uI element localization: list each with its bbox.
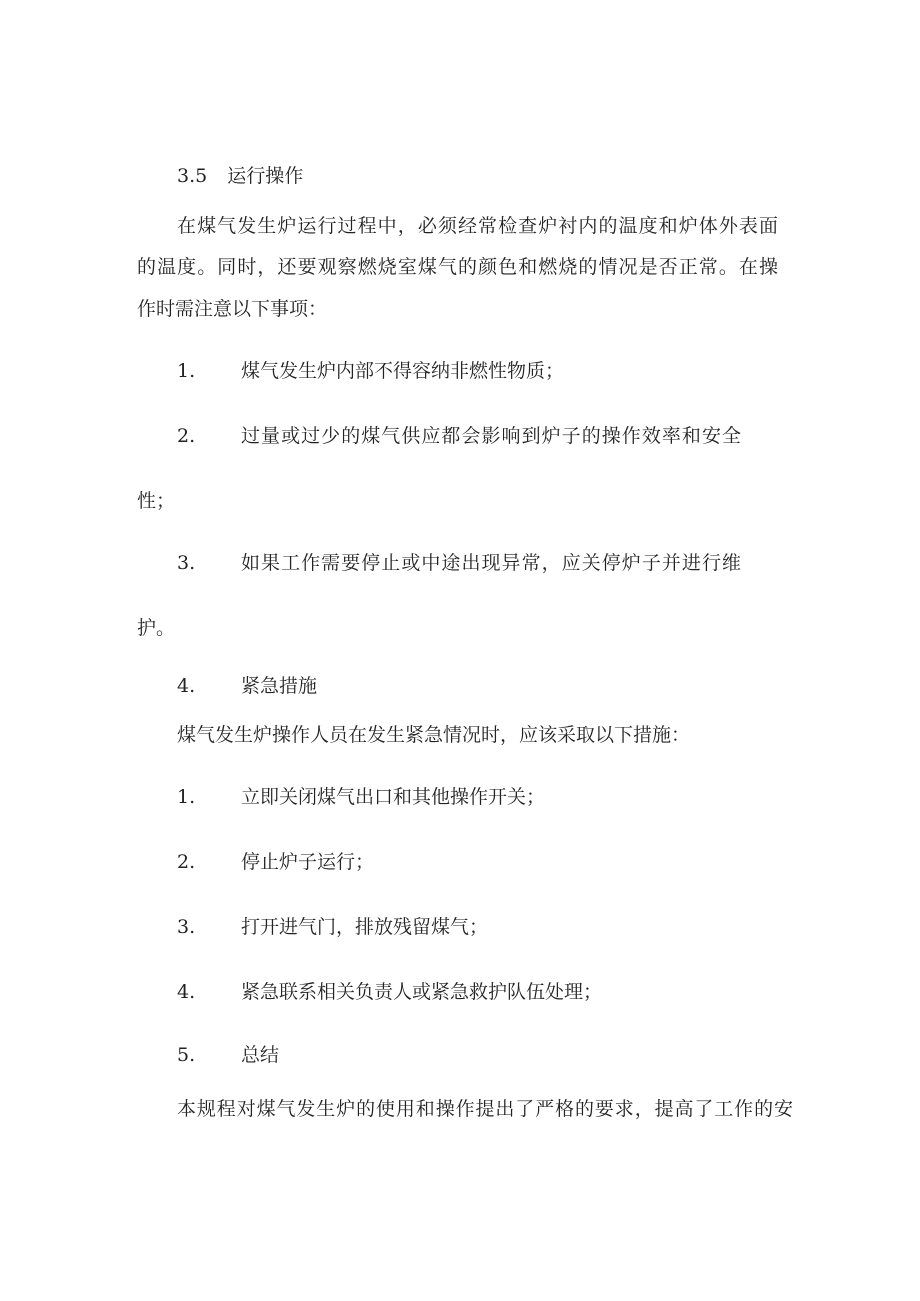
list-item-text: 紧急措施 (241, 675, 318, 697)
list-item-number: 3. (177, 552, 196, 574)
list-item-continuation: 性； (137, 490, 176, 512)
list-item-number: 1. (177, 360, 196, 382)
list-item-number: 5. (177, 1044, 196, 1066)
list-item-text: 煤气发生炉内部不得容纳非燃性物质； (241, 360, 565, 382)
list-item-text: 立即关闭煤气出口和其他操作开关； (241, 786, 546, 808)
intro-line-2: 的温度。同时，还要观察燃烧室煤气的颜色和燃烧的情况是否正常。在操 (137, 256, 778, 278)
list-item-text: 过量或过少的煤气供应都会影响到炉子的操作效率和安全 (241, 425, 741, 447)
list-item-number: 1. (177, 786, 196, 808)
list-item-text: 总结 (241, 1044, 280, 1066)
list-item-number: 4. (177, 675, 196, 697)
list-item-continuation: 护。 (137, 617, 176, 639)
summary-line: 本规程对煤气发生炉的使用和操作提出了严格的要求，提高了工作的安 (177, 1098, 793, 1120)
list-item-text: 如果工作需要停止或中途出现异常，应关停炉子并进行维 (241, 552, 741, 574)
list-item-number: 4. (177, 981, 196, 1003)
list-item-number: 2. (177, 425, 196, 447)
section-title: 运行操作 (227, 165, 304, 187)
list-item-text: 打开进气门，排放残留煤气； (241, 916, 489, 938)
list-item-text: 停止炉子运行； (241, 851, 375, 873)
intro-line-3: 作时需注意以下事项： (137, 298, 328, 320)
list-item-number: 2. (177, 851, 196, 873)
emergency-intro: 煤气发生炉操作人员在发生紧急情况时，应该采取以下措施： (177, 724, 691, 746)
list-item-number: 3. (177, 916, 196, 938)
intro-line-1: 在煤气发生炉运行过程中，必须经常检查炉衬内的温度和炉体外表面 (177, 215, 778, 237)
list-item-text: 紧急联系相关负责人或紧急救护队伍处理； (241, 981, 603, 1003)
section-number: 3.5 (177, 165, 208, 187)
section-heading (177, 163, 303, 189)
